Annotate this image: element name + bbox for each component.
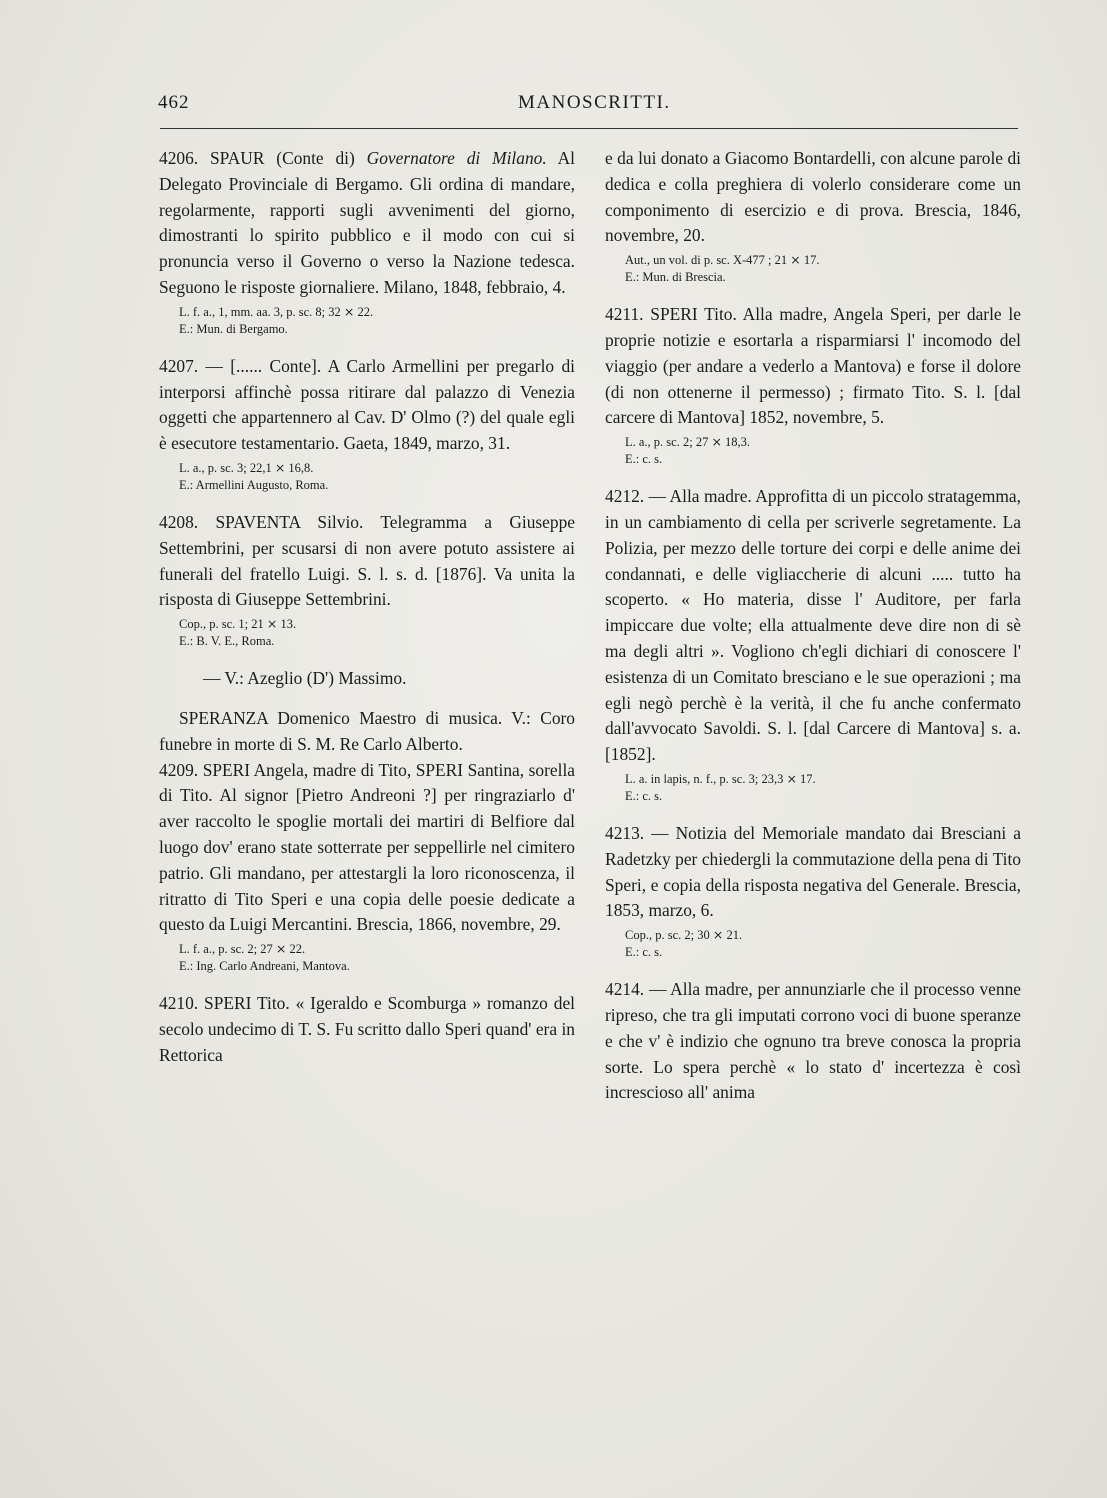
note-physical: Cop., p. sc. 2; 30 ⨯ 21. bbox=[625, 928, 743, 943]
entry-number: 4208. bbox=[159, 511, 199, 532]
entry-note bbox=[625, 771, 1021, 805]
note-owner: E.: c. s. bbox=[625, 452, 663, 467]
entry-number: 4206. bbox=[159, 148, 199, 168]
entry-4208 bbox=[159, 510, 575, 650]
note-physical: Aut., un vol. di p. sc. X-477 ; 21 ⨯ 17. bbox=[625, 253, 820, 268]
entry-text: SPERI Angela, madre di Tito, SPERI Santina, sorella di Tito. Al signor [Pietro Andreoni ?] per ringraziarlo d' aver raccolto le spoglie mortali dei martiri di Belfiore dal luogo dov' erano state sotterrate per seppellirle nel cimitero patrio. Gli mandano, per attestargli la loro riconoscenza, il ritratto di Tito Speri e una copia delle poesie dedicate a questo da Luigi Mercantini. Brescia, 1866, novembre, 29. bbox=[159, 759, 575, 935]
entry-number: 4209. bbox=[159, 759, 199, 780]
right-column bbox=[605, 146, 1021, 1122]
entry-number: 4212. bbox=[605, 486, 645, 507]
entry-note bbox=[625, 927, 1021, 961]
header-rule bbox=[160, 128, 1018, 129]
entry-text: — Notizia del Memoriale mandato dai Bresciani a Radetzky per chiedergli la commutazione della pena di Tito Speri, e copia della risposta negativa del Generale. Brescia, 1853, marzo, 6. bbox=[605, 822, 1021, 921]
entry-note bbox=[179, 304, 575, 338]
entry-text: SPERI Tito. « Igeraldo e Scomburga » romanzo del secolo undecimo di T. S. Fu scritto dallo Speri quand' era in Rettorica bbox=[159, 993, 575, 1065]
note-physical: L. f. a., p. sc. 2; 27 ⨯ 22. bbox=[179, 942, 306, 957]
entry-4211 bbox=[605, 302, 1021, 468]
entry-note bbox=[625, 434, 1021, 468]
entry-4213 bbox=[605, 821, 1021, 961]
entry-number: 4207. bbox=[159, 355, 199, 376]
note-physical: L. a., p. sc. 2; 27 ⨯ 18,3. bbox=[625, 435, 751, 450]
entry-4206 bbox=[159, 146, 575, 338]
entry-4207 bbox=[159, 354, 575, 494]
entry-text: — Alla madre. Approfitta di un piccolo stratagemma, in un cambiamento di cella per scriverle segretamente. La Polizia, per mezzo delle torture dei corpi e delle anime dei condannati, e delle vigliaccherie di alcuni ..... tutto ha scoperto. « Ho materia, disse l' Auditore, per farla impiccare due volte; ella attualmente deve dire non di sè ma degli altri ». Vogliono ch'egli dichiari di conoscere l' esistenza di un Comitato bresciano e le sue operazioni ; ma egli negò perchè è la verità, il che fu anche confermato dall'avvocato Savoldi. S. l. [dal Carcere di Mantova] s. a. [1852]. bbox=[605, 486, 1021, 765]
entry-4212 bbox=[605, 484, 1021, 805]
left-column bbox=[159, 146, 575, 1085]
page-number: 462 bbox=[158, 92, 190, 113]
entry-4209 bbox=[159, 758, 575, 976]
entry-number: 4210. bbox=[159, 993, 199, 1014]
entry-speranza: SPERANZA Domenico Maestro di musica. V.: Coro funebre in morte di S. M. Re Carlo Alberto. bbox=[159, 707, 575, 754]
entry-note bbox=[625, 252, 1021, 286]
entry-text: SPAVENTA Silvio. Telegramma a Giuseppe Settembrini, per scusarsi di non avere potuto assistere ai funerali del fratello Luigi. S. l. s. d. [1876]. Va unita la risposta di Giuseppe Settembrini. bbox=[159, 511, 576, 610]
entry-number: 4214. bbox=[605, 979, 645, 1000]
entry-heading: SPAUR (Conte di) bbox=[210, 148, 355, 168]
note-owner: E.: Ing. Carlo Andreani, Mantova. bbox=[179, 959, 350, 974]
entry-number: 4211. bbox=[605, 304, 644, 325]
entry-note bbox=[179, 616, 575, 650]
note-owner: E.: c. s. bbox=[625, 788, 663, 803]
note-owner: E.: Armellini Augusto, Roma. bbox=[179, 477, 329, 492]
entry-heading-italic: Governatore di Milano. bbox=[366, 148, 547, 168]
page-header bbox=[158, 92, 1018, 122]
entry-text: e da lui donato a Giacomo Bontardelli, con alcune parole di dedica e colla preghiera di volerlo considerare come un componimento di esercizio e di prova. Brescia, 1846, novembre, 20. bbox=[605, 148, 1021, 246]
note-physical: Cop., p. sc. 1; 21 ⨯ 13. bbox=[179, 617, 297, 632]
entry-text: — Alla madre, per annunziarle che il processo venne ripreso, che tra gli imputati corrono voci di buone speranze e che v' è indizio che ognuno tra breve conosca la propria sorte. Lo spera perchè « lo stato d' incertezza è così increscioso all' anima bbox=[605, 979, 1021, 1103]
entry-text: — [...... Conte]. A Carlo Armellini per pregarlo di interporsi affinchè possa ritirare dal palazzo di Venezia oggetti che appartennero al Cav. D' Olmo (?) del quale egli è esecutore testamentario. Gaeta, 1849, marzo, 31. bbox=[159, 355, 575, 454]
note-owner: E.: Mun. di Bergamo. bbox=[179, 321, 288, 336]
note-owner: E.: Mun. di Brescia. bbox=[625, 270, 726, 285]
entry-note bbox=[179, 941, 575, 975]
running-title: MANOSCRITTI. bbox=[518, 92, 671, 113]
entry-number: 4213. bbox=[605, 822, 645, 843]
note-physical: L. a., p. sc. 3; 22,1 ⨯ 16,8. bbox=[179, 460, 314, 475]
entry-text: Al Delegato Provinciale di Bergamo. Gli ordina di mandare, regolarmente, rapporti sugli avvenimenti del giorno, dimostranti lo spirito pubblico e il modo con cui si pronuncia verso il Governo o verso la Nazione tedesca. Seguono le risposte giornaliere. Milano, 1848, febbraio, 4. bbox=[159, 148, 575, 297]
note-owner: E.: c. s. bbox=[625, 945, 663, 960]
note-physical: L. f. a., 1, mm. aa. 3, p. sc. 8; 32 ⨯ 22. bbox=[179, 304, 374, 319]
cross-reference: — V.: Azeglio (D') Massimo. bbox=[203, 668, 407, 689]
entry-note bbox=[179, 460, 575, 494]
entry-4214 bbox=[605, 977, 1021, 1106]
note-physical: L. a. in lapis, n. f., p. sc. 3; 23,3 ⨯ 17. bbox=[625, 771, 816, 786]
note-owner: E.: B. V. E., Roma. bbox=[179, 634, 275, 649]
entry-4210 bbox=[159, 991, 575, 1068]
entry-4210-continued bbox=[605, 146, 1021, 286]
entry-text: SPERI Tito. Alla madre, Angela Speri, per darle le proprie notizie e esortarla a risparmiarsi l' incomodo del viaggio (per andare a vederlo a Mantova) e forse il dolore (di non ottenerne il permesso) ; firmato Tito. S. l. [dal carcere di Mantova] 1852, novembre, 5. bbox=[605, 304, 1021, 428]
